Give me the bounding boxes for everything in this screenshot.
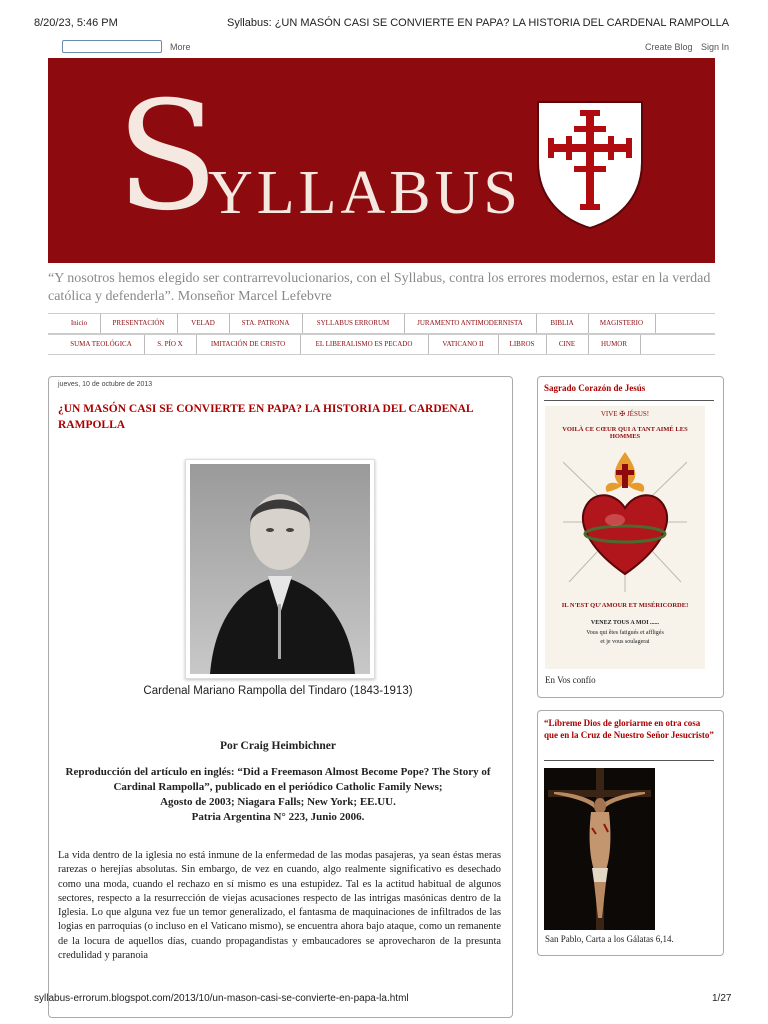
tab-vaticano-ii[interactable]: VATICANO II	[428, 335, 499, 354]
repro-line-1: Reproducción del artículo en inglés: “Did a Freemason Almost Become Pope? The Story of Cardinal Rampolla”, publicado en el periódico Catholic Family News;	[65, 766, 491, 793]
reproduction-note	[58, 765, 498, 825]
tab-suma-teologica[interactable]: SUMA TEOLÓGICA	[58, 335, 145, 354]
image-caption: Cardenal Mariano Rampolla del Tindaro (1843-1913)	[143, 685, 413, 697]
tab-biblia[interactable]: BIBLIA	[536, 314, 589, 333]
widget1-divider	[544, 400, 714, 401]
blog-description: “Y nosotros hemos elegido ser contrarrevolucionarios, con el Syllabus, contra los errores modernos, estar en la verdad católica y defenderla”. Monseñor Marcel Lefebvre	[48, 271, 711, 304]
logo-initial: S	[116, 70, 219, 244]
tab-imitacion[interactable]: IMITACIÓN DE CRISTO	[196, 335, 301, 354]
tab-libros[interactable]: LIBROS	[498, 335, 547, 354]
logo-rest: YLLABUS	[208, 159, 522, 227]
print-url: syllabus-errorum.blogspot.com/2013/10/un-mason-casi-se-convierte-en-papa-la.html	[34, 993, 409, 1004]
tab-inicio[interactable]: Inicio	[58, 314, 101, 333]
portrait-photo	[190, 464, 370, 674]
post-body: La vida dentro de la iglesia no está inmune de la enfermedad de las modas pasajeras, ya sean éstas meras rarezas o herejías absolutas. Sin embargo, de vez en cuando, algo realmente significativo es desechado como una moda, cuando el rechazo en sí mismo es una estupidez. Tal es la actitud habitual de algunos sectores, respecto a la resurrección de viejas acusaciones respecto de las intrigas masónicas dentro de la Iglesia. Lo que alguna vez fue un temor generalizado, el fantasma de maquinaciones de infiltrados de las logias en parroquias (o incluso en el Vaticano mismo), se encuentra ahora bajo ataque, como un remanente de la locura de aquellos días, cuando propagandistas y embaucadores se aprovecharon de la presunta credulidad y paranoia	[58, 850, 501, 962]
widget1-title: Sagrado Corazón de Jesús	[544, 383, 646, 393]
repro-line-3: Patria Argentina N° 223, Junio 2006.	[191, 811, 365, 823]
widget1-caption: En Vos confío	[545, 675, 596, 685]
tab-cine[interactable]: CINE	[546, 335, 589, 354]
print-page-number: 1/27	[712, 993, 732, 1004]
print-datetime: 8/20/23, 5:46 PM	[34, 17, 118, 29]
tab-sta-patrona[interactable]: STA. PATRONA	[229, 314, 303, 333]
post-title[interactable]: ¿UN MASÓN CASI SE CONVIERTE EN PAPA? LA HISTORIA DEL CARDENAL RAMPOLLA	[58, 403, 473, 431]
tab-liberalismo[interactable]: EL LIBERALISMO ES PECADO	[300, 335, 429, 354]
tabs-row-1	[48, 313, 715, 334]
image-arc-text-2: IL N'EST QU'AMOUR ET MISÉRICORDE!	[561, 602, 689, 609]
crucifix-image[interactable]	[544, 768, 655, 930]
image-bottom-text-3: et je vous soulagerai	[600, 639, 650, 645]
print-page-title: Syllabus: ¿UN MASÓN CASI SE CONVIERTE EN PAPA? LA HISTORIA DEL CARDENAL RAMPOLLA	[227, 17, 730, 29]
tab-juramento[interactable]: JURAMENTO ANTIMODERNISTA	[404, 314, 537, 333]
widget2-divider	[544, 760, 714, 761]
shield-cross-icon	[536, 100, 644, 230]
tab-syllabus-errorum[interactable]: SYLLABUS ERRORUM	[302, 314, 405, 333]
tab-s-pio-x[interactable]: S. PÍO X	[144, 335, 197, 354]
cardinal-portrait-image[interactable]	[185, 459, 375, 679]
sign-in-link[interactable]: Sign In	[701, 42, 730, 52]
post-byline: Por Craig Heimbichner	[219, 740, 337, 752]
repro-line-2: Agosto de 2003; Niagara Falls; New York; EE.UU.	[160, 796, 396, 808]
tab-magisterio[interactable]: MAGISTERIO	[588, 314, 656, 333]
post-date: jueves, 10 de octubre de 2013	[58, 381, 153, 388]
tab-presentacion[interactable]: PRESENTACIÓN	[100, 314, 178, 333]
navbar-search-input[interactable]	[62, 40, 162, 53]
create-blog-link[interactable]: Create Blog	[645, 42, 693, 52]
image-top-text: VIVE ✠ JÉSUS!	[600, 410, 650, 418]
widget2-title: “Líbreme Dios de gloriarme en otra cosa que en la Cruz de Nuestro Señor Jesucristo”	[544, 718, 714, 740]
image-bottom-text-1: VENEZ TOUS A MOI ......	[590, 620, 660, 626]
widget2-caption: San Pablo, Carta a los Gálatas 6,14.	[545, 934, 674, 944]
blog-logo-text[interactable]	[116, 70, 522, 244]
sacred-heart-image[interactable]	[545, 406, 705, 669]
tab-humor[interactable]: HUMOR	[588, 335, 641, 354]
sacred-heart-icon	[563, 442, 687, 592]
navbar-more-link[interactable]: More	[170, 42, 191, 52]
image-arc-text-1: VOILÀ CE CŒUR QUI A TANT AIMÉ LES HOMMES	[562, 426, 688, 440]
tabs-row-2	[48, 334, 715, 355]
tab-velad[interactable]: VELAD	[177, 314, 230, 333]
image-bottom-text-2: Vous qui êtes fatigués et affligés	[586, 630, 664, 636]
